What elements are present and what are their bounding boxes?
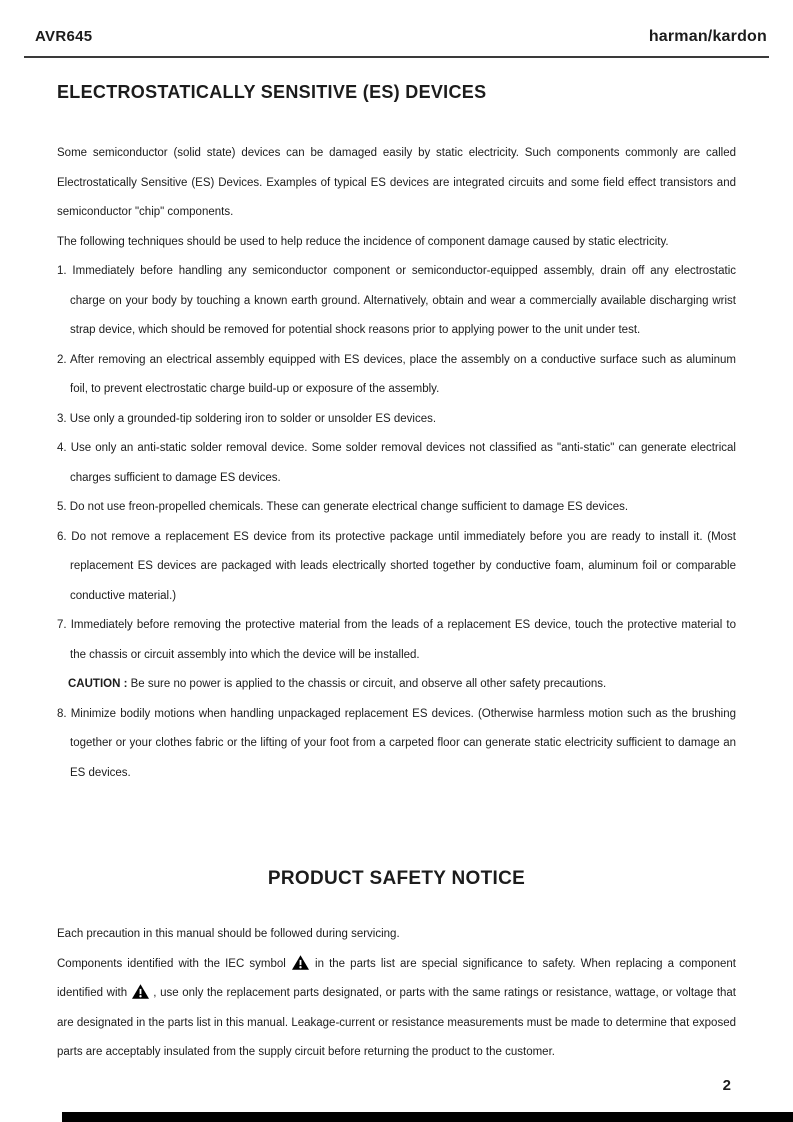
safety-paragraph-2 [57,950,736,1068]
page-number: 2 [722,1077,731,1094]
header-divider [24,56,769,58]
caution-text: Be sure no power is applied to the chassis or circuit, and observe all other safety precautions. [127,678,607,690]
es-list-item-6: 6. Do not remove a replacement ES device from its protective package until immediately before you are ready to install it. (Most replacement ES devices are packaged with leads electrically shorted together by conductive foam, aluminum foil or comparable conductive material.) [57,530,736,602]
safety-p2-text-c: , use only the replacement parts designated, or parts with the same ratings or resistance, wattage, or voltage that are designated in the parts list in this manual. Leakage-current or resistance measurements must be made to determine that exposed parts are acceptably insulated from the supply circuit before returning the product to the customer. [57,987,736,1058]
footer-bar [62,1112,793,1122]
caution-label: CAUTION : [68,678,128,690]
es-list-item-1: 1. Immediately before handling any semiconductor component or semiconductor-equipped assembly, drain off any electrostatic charge on your body by touching a known earth ground. Alternatively, obtain and wear a commercially available discharging wrist strap device, which should be removed for potential shock reasons prior to applying power to the unit under test. [57,265,736,336]
es-list-item-2: 2. After removing an electrical assembly equipped with ES devices, place the assembly on a conductive surface such as aluminum foil, to prevent electrostatic charge build-up or exposure of the assembly. [57,353,736,395]
es-list-item-7: 7. Immediately before removing the protective material from the leads of a replacement ES device, touch the protective material to the chassis or circuit assembly into which the device will be installed. [57,619,736,661]
es-techniques-intro: The following techniques should be used to help reduce the incidence of component damage caused by static electricity. [57,235,669,248]
es-list-item-8: 8. Minimize bodily motions when handling unpackaged replacement ES devices. (Otherwise harmless motion such as the brushing together or your clothes fabric or the lifting of your foot from a carpeted floor can generate static electricity sufficient to damage an ES devices. [57,707,736,779]
page-header [0,0,793,46]
warning-icon [292,955,309,970]
warning-icon [132,984,149,999]
es-list-item-3: 3. Use only a grounded-tip soldering iron to solder or unsolder ES devices. [57,412,437,425]
caution-note [57,670,736,700]
es-list-item-4: 4. Use only an anti-static solder removal device. Some solder removal devices not classified as "anti-static" can generate electrical charges sufficient to damage ES devices. [57,442,736,484]
page-content [0,82,793,1068]
section-title-es-devices: ELECTROSTATICALLY SENSITIVE (ES) DEVICES [57,82,487,102]
safety-p2-text-b: in the parts list are special significance to safety. When replacing a component identified with [57,957,736,999]
model-number: AVR645 [35,28,93,45]
es-intro-paragraph: Some semiconductor (solid state) devices can be damaged easily by static electricity. Such components commonly are called Electrostatically Sensitive (ES) Devices. Examples of typical ES devices are integrated circuits and some field effect transistors and semiconductor "chip" components. [57,147,736,218]
safety-paragraph-1: Each precaution in this manual should be followed during servicing. [57,928,400,940]
brand-logo: harman/kardon [648,28,767,45]
es-list-item-5: 5. Do not use freon-propelled chemicals. These can generate electrical change sufficient to damage ES devices. [57,501,629,513]
safety-p2-text-a: Components identified with the IEC symbol [57,957,291,970]
section-title-product-safety: PRODUCT SAFETY NOTICE [267,868,526,889]
